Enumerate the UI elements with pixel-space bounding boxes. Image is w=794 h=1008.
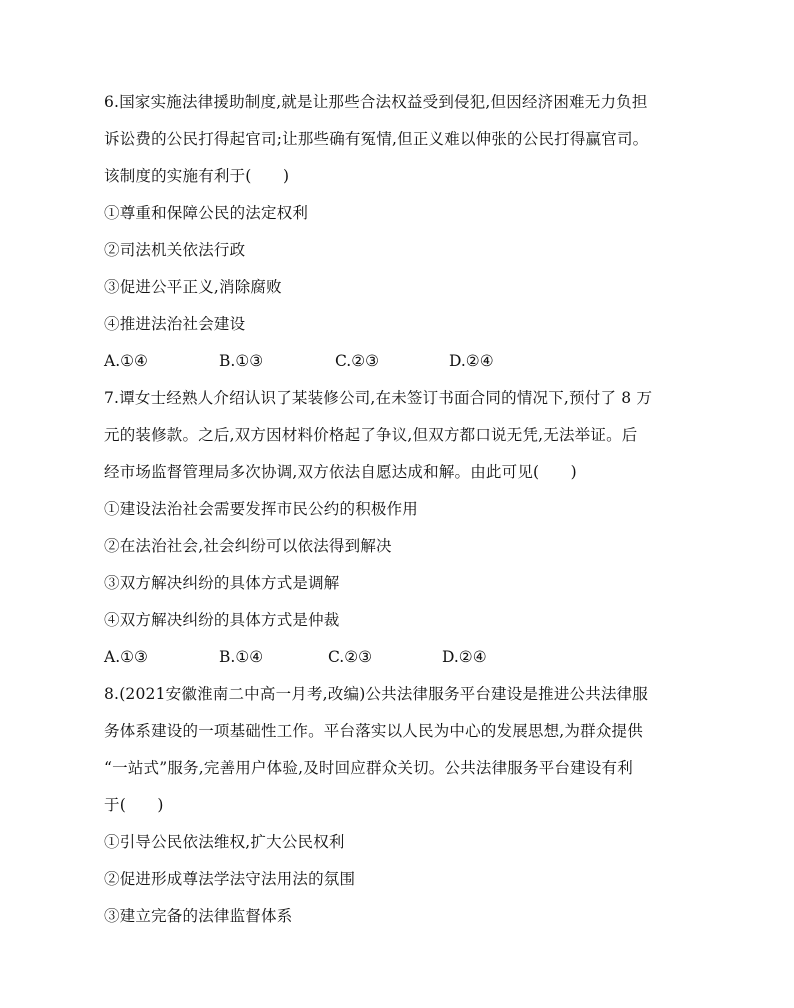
q7-option-c: C.②③ xyxy=(328,648,373,666)
q7-option-a: A.①③ xyxy=(104,648,148,666)
q7-option-b: B.①④ xyxy=(219,648,264,666)
q7-statement-2: ②在法治社会,社会纠纷可以依法得到解决 xyxy=(104,537,392,555)
q8-statement-2: ②促进形成尊法学法守法用法的氛围 xyxy=(104,870,356,888)
q6-stem-line-2: 诉讼费的公民打得起官司;让那些确有冤情,但正义难以伸张的公民打得赢官司。 xyxy=(104,130,649,148)
q8-stem-line-3: “一站式”服务,完善用户体验,及时回应群众关切。公共法律服务平台建设有利 xyxy=(104,759,633,777)
q6-option-d: D.②④ xyxy=(449,352,494,370)
q8-stem-line-2: 务体系建设的一项基础性工作。平台落实以人民为中心的发展思想,为群众提供 xyxy=(104,722,643,740)
q7-stem-line-3: 经市场监督管理局多次协调,双方依法自愿达成和解。由此可见( ) xyxy=(104,463,577,481)
q8-stem-line-1: 8.(2021安徽淮南二中高一月考,改编)公共法律服务平台建设是推进公共法律服 xyxy=(104,685,649,703)
q6-option-c: C.②③ xyxy=(335,352,380,370)
q7-statement-4: ④双方解决纠纷的具体方式是仲裁 xyxy=(104,611,340,629)
q8-statement-3: ③建立完备的法律监督体系 xyxy=(104,907,293,925)
q6-statement-1: ①尊重和保障公民的法定权利 xyxy=(104,204,309,222)
q6-option-a: A.①④ xyxy=(104,352,148,370)
q8-statement-1: ①引导公民依法维权,扩大公民权利 xyxy=(104,833,345,851)
q7-statement-3: ③双方解决纠纷的具体方式是调解 xyxy=(104,574,340,592)
q6-statement-2: ②司法机关依法行政 xyxy=(104,241,246,259)
q6-stem-line-3: 该制度的实施有利于( ) xyxy=(104,167,290,185)
q7-statement-1: ①建设法治社会需要发挥市民公约的积极作用 xyxy=(104,500,419,518)
q6-statement-3: ③促进公平正义,消除腐败 xyxy=(104,278,282,296)
q6-statement-4: ④推进法治社会建设 xyxy=(104,315,246,333)
q7-stem-line-1: 7.谭女士经熟人介绍认识了某装修公司,在未签订书面合同的情况下,预付了 8 万 xyxy=(104,389,653,407)
q6-stem-line-1: 6.国家实施法律援助制度,就是让那些合法权益受到侵犯,但因经济困难无力负担 xyxy=(104,93,648,111)
q6-option-b: B.①③ xyxy=(219,352,264,370)
q8-stem-line-4: 于( ) xyxy=(104,796,164,814)
q7-option-d: D.②④ xyxy=(442,648,487,666)
q7-stem-line-2: 元的装修款。之后,双方因材料价格起了争议,但双方都口说无凭,无法举证。后 xyxy=(104,426,638,444)
